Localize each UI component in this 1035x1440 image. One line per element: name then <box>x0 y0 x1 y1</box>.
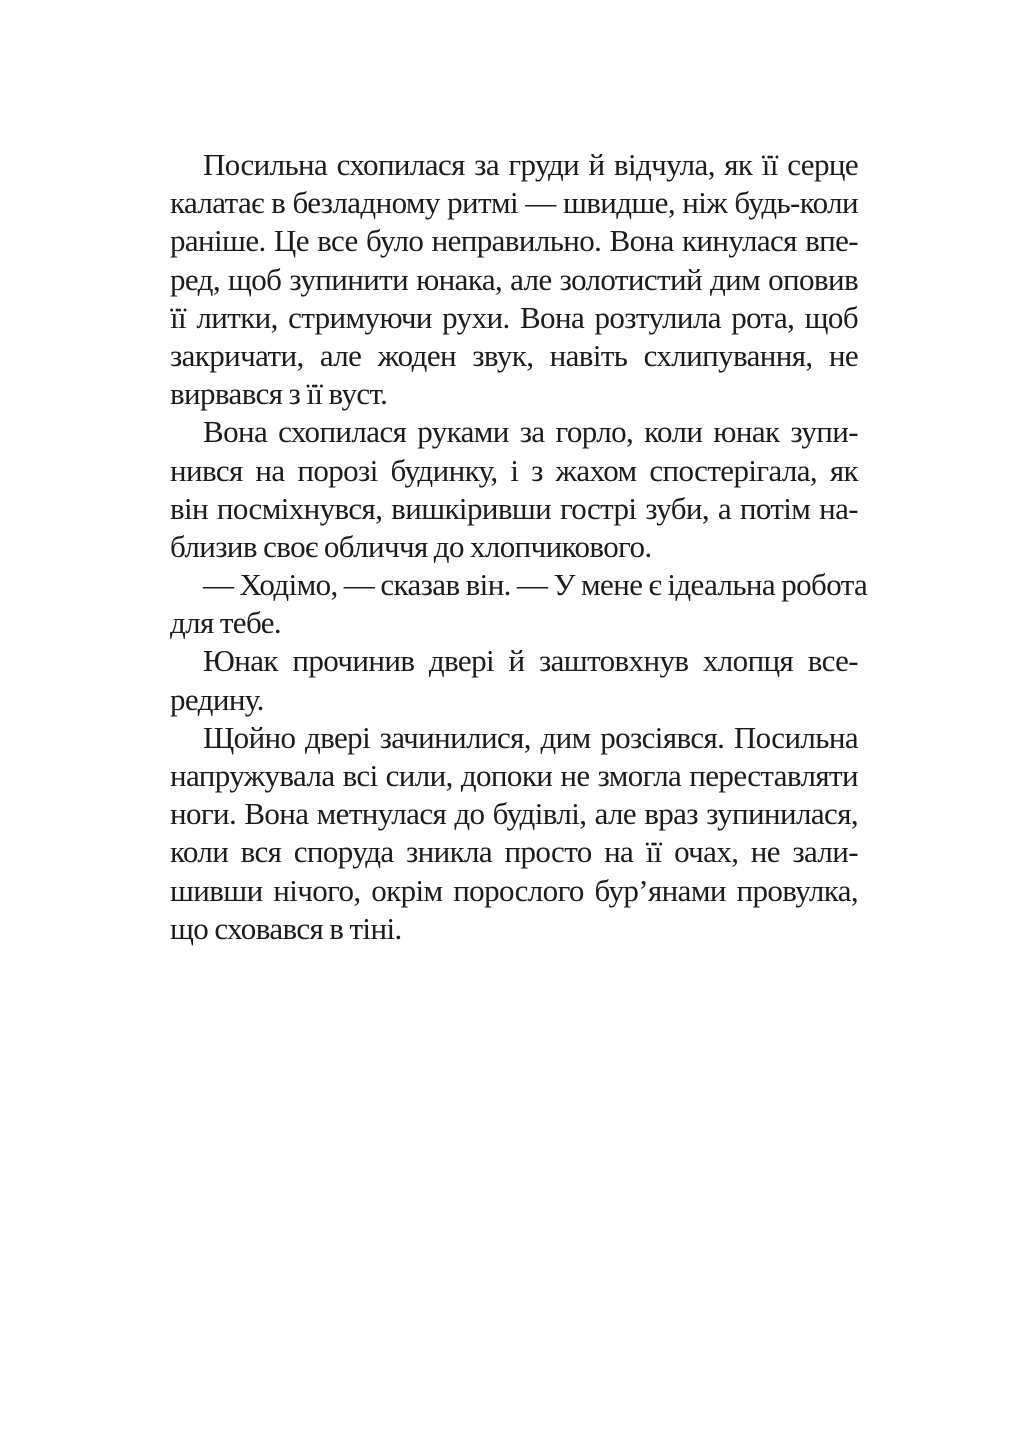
paragraph-3-dialogue <box>170 566 868 642</box>
text-line: Посильна схопилася за груди й відчула, як її серце <box>203 147 858 182</box>
text-line: Щойно двері зачинилися, дим розсіявся. Посильна <box>203 719 858 755</box>
text-line: ноги. Вона метнулася до будівлі, але враз зупинилася, <box>170 796 858 832</box>
text-line: раніше. Це все було неправильно. Вона кинулася впе- <box>170 223 858 259</box>
text-line: вирвався з її вуст. <box>170 376 388 412</box>
paragraph-4 <box>170 642 858 718</box>
text-line: ред, щоб зупинити юнака, але золотистий дим оповив <box>170 261 858 297</box>
text-line: Вона схопилася руками за горло, коли юнак зупи- <box>203 414 858 450</box>
body-text <box>170 146 868 948</box>
text-line: нився на порозі будинку, і з жахом спостерігала, як <box>170 452 858 488</box>
text-line: редину. <box>170 681 264 717</box>
text-line: калатає в безладному ритмі — швидше, ніж будь-коли <box>170 185 858 221</box>
text-line: шивши нічого, окрім порослого бур’янами провулка, <box>170 872 858 908</box>
text-line: для тебе. <box>170 605 282 641</box>
text-line: її литки, стримуючи рухи. Вона розтулила рота, щоб <box>170 299 858 335</box>
text-line: близив своє обличчя до хлопчикового. <box>170 528 652 564</box>
paragraph-2 <box>170 413 858 566</box>
text-line: він посміхнувся, вишкіривши гострі зуби, а потім на- <box>170 490 858 526</box>
paragraph-1 <box>170 146 858 413</box>
text-line: коли вся споруда зникла просто на її очах, не зали- <box>170 834 858 870</box>
text-line: що сховався в тіні. <box>170 910 402 946</box>
text-line: закричати, але жоден звук, навіть схлипування, не <box>170 337 858 373</box>
text-line: — Ходімо, — сказав він. — У мене є ідеальна робота <box>203 567 868 603</box>
text-line: напружувала всі сили, допоки не змогла переставляти <box>170 758 858 793</box>
paragraph-5 <box>170 719 858 948</box>
text-line: Юнак прочинив двері й заштовхнув хлопця все- <box>203 643 858 679</box>
